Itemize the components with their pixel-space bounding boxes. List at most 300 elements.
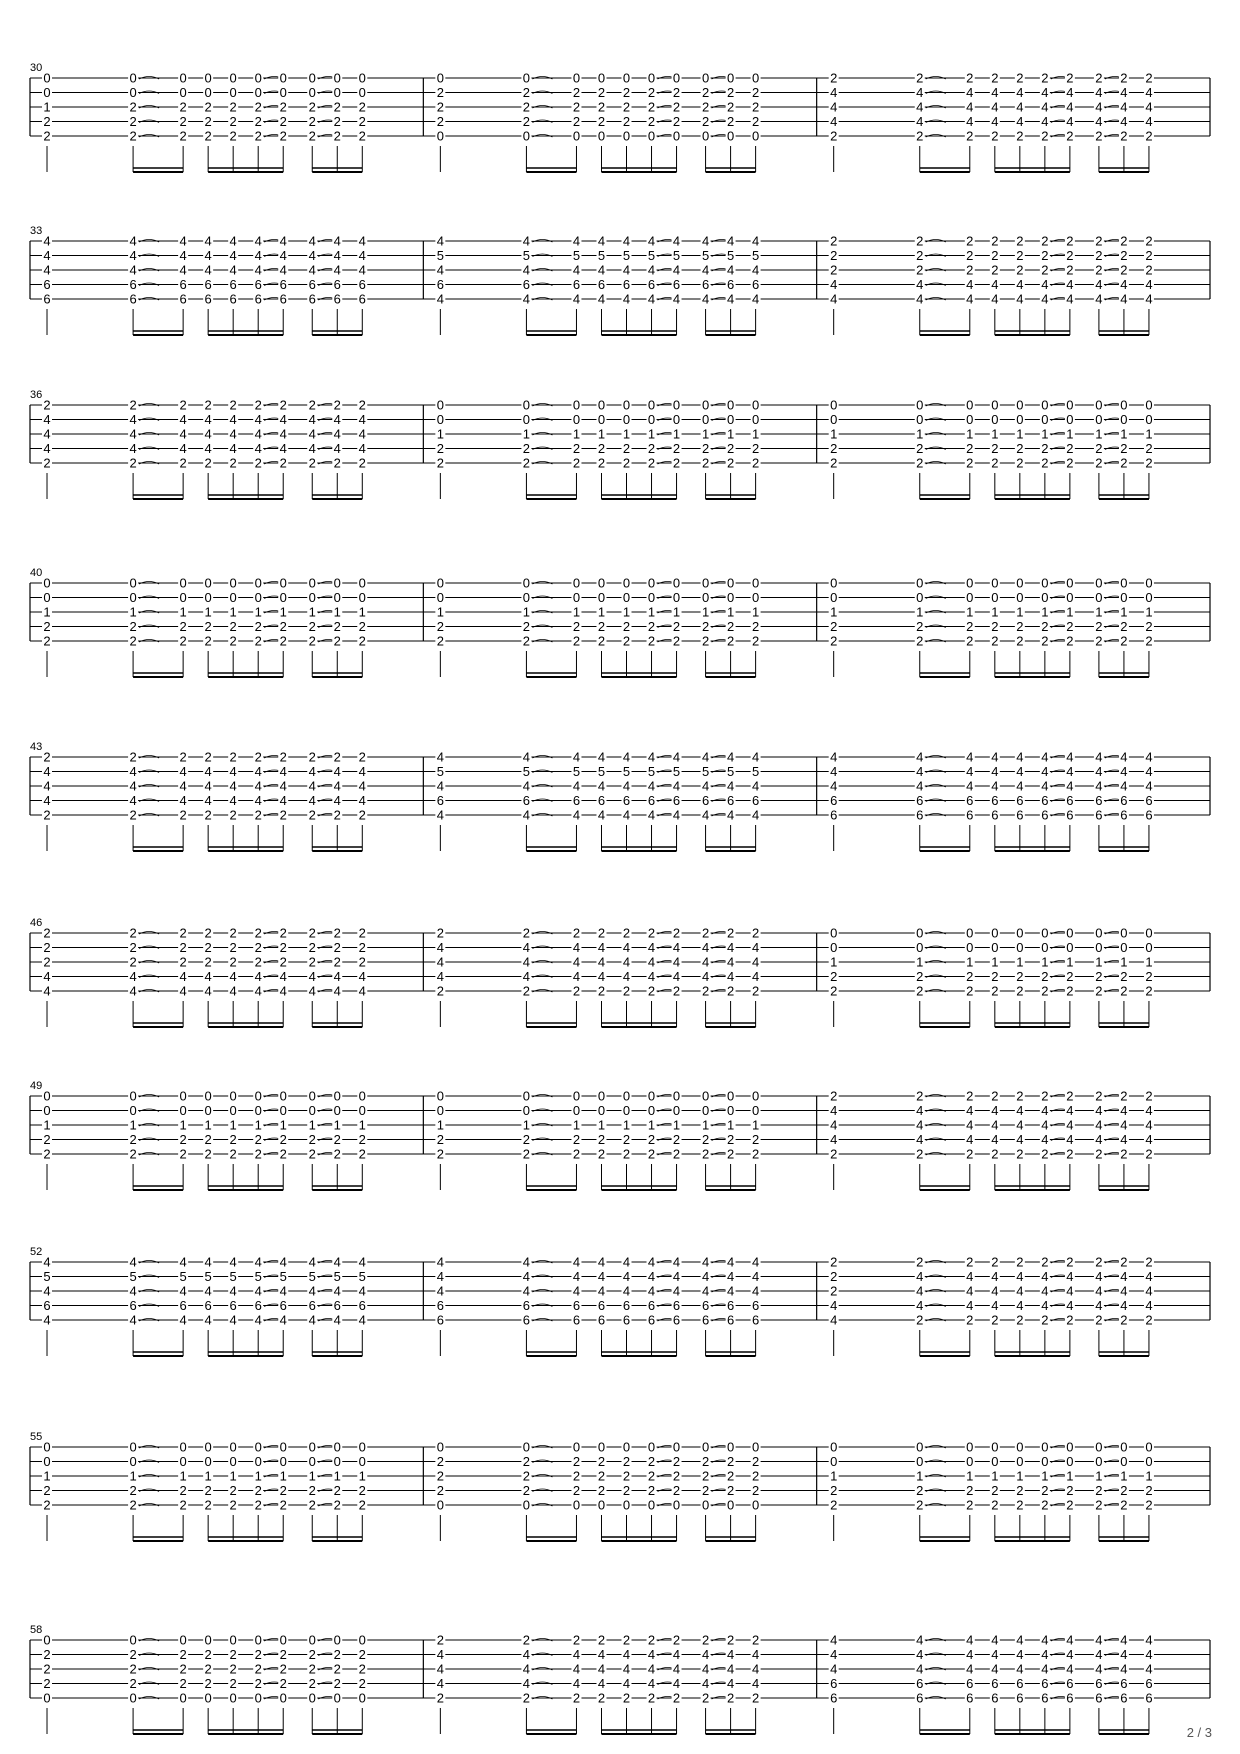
- fret-number: 4: [1066, 1283, 1074, 1299]
- fret-number: 0: [622, 70, 631, 86]
- fret-number: 2: [672, 1468, 681, 1484]
- fret-number: 6: [254, 1298, 262, 1313]
- fret-number: 4: [1041, 764, 1049, 779]
- fret-number: 0: [204, 1454, 212, 1469]
- fret-number: 2: [129, 925, 137, 941]
- fret-number: 4: [279, 969, 287, 984]
- fret-number: 2: [179, 397, 187, 413]
- fret-number: 2: [572, 1146, 581, 1162]
- fret-number: 4: [572, 1676, 581, 1691]
- fret-number: 4: [1145, 85, 1153, 100]
- fret-number: 2: [916, 1088, 924, 1104]
- fret-number: 1: [333, 1468, 341, 1484]
- fret-number: 2: [916, 262, 924, 278]
- fret-number: 2: [1041, 619, 1049, 634]
- fret-number: 4: [229, 1283, 237, 1299]
- fret-number: 4: [358, 793, 366, 808]
- fret-number: 2: [1041, 1088, 1049, 1104]
- fret-number: 0: [436, 70, 444, 86]
- fret-number: 1: [1041, 604, 1049, 620]
- fret-number: 4: [308, 778, 316, 794]
- fret-number: 2: [622, 1132, 631, 1147]
- fret-number: 2: [751, 633, 760, 649]
- fret-number: 4: [830, 778, 838, 794]
- fret-number: 6: [830, 807, 838, 823]
- fret-number: 2: [279, 1647, 287, 1662]
- fret-number: 4: [358, 969, 366, 984]
- fret-number: 6: [436, 1312, 444, 1328]
- fret-number: 2: [254, 1647, 262, 1662]
- fret-number: 5: [726, 248, 735, 263]
- fret-number: 4: [129, 983, 137, 999]
- fret-number: 0: [1066, 590, 1074, 605]
- fret-number: 2: [647, 455, 656, 471]
- fret-number: 2: [726, 983, 735, 999]
- fret-number: 1: [279, 1117, 287, 1133]
- fret-number: 2: [830, 262, 838, 278]
- fret-number: 2: [308, 1497, 316, 1513]
- fret-number: 2: [572, 1690, 581, 1706]
- fret-number: 2: [830, 1283, 838, 1299]
- fret-number: 4: [597, 778, 606, 794]
- fret-number: 4: [522, 1283, 531, 1299]
- fret-number: 4: [966, 778, 974, 794]
- fret-number: 2: [333, 99, 341, 115]
- fret-number: 6: [647, 277, 656, 292]
- fret-number: 0: [436, 590, 444, 605]
- fret-number: 0: [179, 1439, 187, 1455]
- fret-number: 0: [308, 1690, 316, 1706]
- fret-number: 2: [229, 954, 237, 970]
- fret-number: 4: [1145, 277, 1153, 292]
- fret-number: 0: [308, 1439, 316, 1455]
- fret-number: 6: [622, 1312, 631, 1328]
- fret-number: 4: [229, 441, 237, 456]
- fret-number: 2: [916, 969, 924, 984]
- fret-number: 4: [572, 954, 581, 970]
- fret-number: 2: [991, 633, 999, 649]
- fret-number: 4: [436, 1647, 444, 1662]
- fret-number: 0: [358, 1439, 366, 1455]
- fret-number: 6: [1016, 793, 1024, 808]
- fret-number: 4: [916, 764, 924, 779]
- fret-number: 1: [916, 1468, 924, 1484]
- fret-number: 5: [522, 764, 531, 779]
- fret-number: 0: [597, 1088, 606, 1104]
- fret-number: 4: [726, 1661, 735, 1677]
- fret-number: 0: [308, 70, 316, 86]
- fret-number: 1: [254, 1117, 262, 1133]
- fret-number: 2: [229, 1676, 237, 1691]
- fret-number: 6: [1145, 793, 1153, 808]
- fret-number: 4: [1041, 778, 1049, 794]
- fret-number: 4: [622, 749, 631, 765]
- fret-number: 2: [1095, 233, 1103, 249]
- fret-number: 2: [179, 925, 187, 941]
- measure-number: 43: [30, 741, 43, 753]
- fret-number: 2: [966, 1483, 974, 1498]
- tab-system: [30, 741, 1210, 851]
- fret-number: 4: [726, 233, 735, 249]
- fret-number: 2: [179, 749, 187, 765]
- fret-number: 4: [751, 1661, 760, 1677]
- tab-system: [30, 1624, 1210, 1734]
- fret-number: 2: [229, 1146, 237, 1162]
- fret-number: 0: [1095, 1454, 1103, 1469]
- fret-number: 4: [672, 262, 681, 278]
- fret-number: 6: [1145, 807, 1153, 823]
- fret-number: 2: [279, 954, 287, 970]
- fret-number: 2: [572, 85, 581, 100]
- fret-number: 2: [279, 455, 287, 471]
- fret-number: 2: [436, 441, 444, 456]
- fret-number: 0: [229, 70, 237, 86]
- fret-number: 2: [1041, 70, 1049, 86]
- fret-number: 2: [1016, 1088, 1024, 1104]
- fret-number: 4: [1120, 1283, 1128, 1299]
- fret-number: 2: [279, 940, 287, 955]
- fret-number: 2: [129, 114, 137, 129]
- fret-number: 2: [522, 1146, 531, 1162]
- fret-number: 2: [726, 633, 735, 649]
- fret-number: 2: [1095, 248, 1103, 263]
- fret-number: 4: [597, 969, 606, 984]
- fret-number: 2: [726, 1146, 735, 1162]
- fret-number: 2: [1120, 1088, 1128, 1104]
- fret-number: 0: [204, 575, 212, 591]
- fret-number: 4: [672, 778, 681, 794]
- fret-number: 2: [1016, 1483, 1024, 1498]
- fret-number: 2: [751, 85, 760, 100]
- fret-number: 4: [1041, 1298, 1049, 1313]
- fret-number: 4: [129, 1312, 137, 1328]
- fret-number: 4: [751, 1676, 760, 1691]
- fret-number: 6: [1120, 1676, 1128, 1691]
- fret-number: 4: [358, 983, 366, 999]
- fret-number: 4: [43, 793, 51, 808]
- fret-number: 2: [43, 954, 51, 970]
- fret-number: 2: [672, 1632, 681, 1648]
- fret-number: 0: [308, 85, 316, 100]
- fret-number: 2: [647, 1483, 656, 1498]
- fret-number: 2: [1016, 633, 1024, 649]
- fret-number: 4: [830, 764, 838, 779]
- fret-number: 2: [726, 99, 735, 115]
- fret-number: 2: [43, 1497, 51, 1513]
- fret-number: 6: [179, 1298, 187, 1313]
- fret-number: 4: [204, 1254, 212, 1270]
- fret-number: 4: [279, 1254, 287, 1270]
- fret-number: 2: [229, 1483, 237, 1498]
- fret-number: 4: [572, 1661, 581, 1677]
- fret-number: 6: [129, 291, 137, 307]
- fret-number: 2: [701, 925, 710, 941]
- fret-number: 0: [129, 70, 137, 86]
- fret-number: 2: [43, 749, 51, 765]
- fret-number: 2: [254, 114, 262, 129]
- fret-number: 0: [726, 1439, 735, 1455]
- fret-number: 6: [701, 793, 710, 808]
- fret-number: 2: [129, 1676, 137, 1691]
- fret-number: 2: [597, 1468, 606, 1484]
- fret-number: 0: [966, 590, 974, 605]
- fret-number: 2: [179, 455, 187, 471]
- fret-number: 2: [129, 1661, 137, 1677]
- fret-number: 4: [229, 1312, 237, 1328]
- fret-number: 4: [572, 969, 581, 984]
- fret-number: 2: [622, 1632, 631, 1648]
- fret-number: 6: [701, 277, 710, 292]
- fret-number: 5: [647, 248, 656, 263]
- fret-number: 2: [1066, 1312, 1074, 1328]
- fret-number: 1: [672, 604, 681, 620]
- fret-number: 1: [308, 1468, 316, 1484]
- fret-number: 0: [279, 1454, 287, 1469]
- fret-number: 2: [204, 455, 212, 471]
- fret-number: 0: [572, 70, 581, 86]
- fret-number: 4: [229, 412, 237, 427]
- fret-number: 0: [179, 70, 187, 86]
- fret-number: 4: [1145, 1632, 1153, 1648]
- fret-number: 4: [1145, 1117, 1153, 1133]
- fret-number: 4: [1016, 764, 1024, 779]
- fret-number: 2: [830, 455, 838, 471]
- fret-number: 6: [701, 1312, 710, 1328]
- fret-number: 0: [43, 70, 51, 86]
- tab-system: [30, 225, 1210, 335]
- fret-number: 1: [597, 426, 606, 442]
- measure-number: 36: [30, 389, 43, 401]
- fret-number: 2: [647, 1132, 656, 1147]
- fret-number: 0: [991, 925, 999, 941]
- fret-number: 2: [129, 128, 137, 144]
- fret-number: 0: [358, 1690, 366, 1706]
- fret-number: 4: [204, 778, 212, 794]
- fret-number: 4: [43, 412, 51, 427]
- fret-number: 0: [333, 1103, 341, 1118]
- fret-number: 4: [991, 277, 999, 292]
- fret-number: 4: [308, 426, 316, 442]
- fret-number: 0: [647, 575, 656, 591]
- fret-number: 2: [308, 940, 316, 955]
- fret-number: 2: [830, 128, 838, 144]
- fret-number: 2: [229, 925, 237, 941]
- fret-number: 4: [647, 807, 656, 823]
- fret-number: 0: [751, 397, 760, 413]
- fret-number: 2: [333, 455, 341, 471]
- fret-number: 4: [1066, 1647, 1074, 1662]
- fret-number: 2: [254, 1132, 262, 1147]
- fret-number: 2: [333, 940, 341, 955]
- fret-number: 4: [1120, 1647, 1128, 1662]
- fret-number: 4: [572, 1254, 581, 1270]
- fret-number: 0: [254, 70, 262, 86]
- fret-number: 4: [991, 99, 999, 115]
- fret-number: 6: [647, 793, 656, 808]
- fret-number: 0: [572, 412, 581, 427]
- fret-number: 4: [1016, 114, 1024, 129]
- fret-number: 4: [279, 426, 287, 442]
- fret-number: 2: [1041, 969, 1049, 984]
- fret-number: 0: [1120, 575, 1128, 591]
- fret-number: 2: [308, 749, 316, 765]
- fret-number: 5: [622, 764, 631, 779]
- fret-number: 0: [991, 397, 999, 413]
- fret-number: 1: [1095, 604, 1103, 620]
- fret-number: 2: [333, 397, 341, 413]
- fret-number: 0: [701, 590, 710, 605]
- fret-number: 2: [672, 114, 681, 129]
- fret-number: 6: [622, 1298, 631, 1313]
- fret-number: 2: [966, 128, 974, 144]
- fret-number: 6: [672, 1298, 681, 1313]
- fret-number: 2: [1120, 262, 1128, 278]
- fret-number: 2: [333, 1146, 341, 1162]
- fret-number: 6: [622, 277, 631, 292]
- fret-number: 2: [1041, 128, 1049, 144]
- fret-number: 2: [333, 619, 341, 634]
- fret-number: 0: [701, 1439, 710, 1455]
- fret-number: 2: [622, 85, 631, 100]
- fret-number: 2: [597, 1132, 606, 1147]
- fret-number: 2: [726, 1132, 735, 1147]
- fret-number: 4: [1145, 778, 1153, 794]
- fret-number: 6: [254, 277, 262, 292]
- fret-number: 1: [333, 604, 341, 620]
- fret-number: 0: [1095, 575, 1103, 591]
- fret-number: 4: [179, 441, 187, 456]
- fret-number: 4: [1016, 1117, 1024, 1133]
- fret-number: 0: [522, 397, 531, 413]
- fret-number: 0: [966, 940, 974, 955]
- fret-number: 2: [830, 1146, 838, 1162]
- fret-number: 4: [672, 1661, 681, 1677]
- fret-number: 1: [1120, 604, 1128, 620]
- fret-number: 2: [229, 1647, 237, 1662]
- fret-number: 6: [622, 793, 631, 808]
- fret-number: 2: [1016, 441, 1024, 456]
- fret-number: 4: [1095, 277, 1103, 292]
- fret-number: 4: [204, 412, 212, 427]
- fret-number: 2: [916, 983, 924, 999]
- fret-number: 0: [1066, 397, 1074, 413]
- fret-number: 2: [279, 128, 287, 144]
- fret-number: 4: [204, 793, 212, 808]
- fret-number: 4: [43, 262, 51, 278]
- fret-number: 2: [436, 1690, 444, 1706]
- fret-number: 6: [1145, 1676, 1153, 1691]
- fret-number: 2: [1145, 1483, 1153, 1498]
- fret-number: 0: [436, 397, 444, 413]
- fret-number: 4: [229, 793, 237, 808]
- fret-number: 0: [522, 575, 531, 591]
- fret-number: 1: [672, 426, 681, 442]
- fret-number: 1: [701, 604, 710, 620]
- fret-number: 2: [308, 954, 316, 970]
- fret-number: 1: [333, 1117, 341, 1133]
- fret-number: 4: [308, 1283, 316, 1299]
- fret-number: 2: [522, 925, 531, 941]
- fret-number: 4: [622, 1254, 631, 1270]
- fret-number: 4: [1041, 1632, 1049, 1648]
- fret-number: 2: [229, 455, 237, 471]
- fret-number: 0: [308, 1632, 316, 1648]
- fret-number: 4: [43, 441, 51, 456]
- fret-number: 2: [308, 1146, 316, 1162]
- fret-number: 2: [916, 248, 924, 263]
- fret-number: 4: [1095, 764, 1103, 779]
- fret-number: 4: [991, 1117, 999, 1133]
- fret-number: 6: [254, 291, 262, 307]
- fret-number: 0: [1041, 412, 1049, 427]
- fret-number: 4: [522, 1647, 531, 1662]
- fret-number: 1: [647, 1117, 656, 1133]
- fret-number: 2: [229, 619, 237, 634]
- fret-number: 5: [647, 764, 656, 779]
- fret-number: 5: [333, 1269, 341, 1284]
- fret-number: 4: [1145, 1283, 1153, 1299]
- fret-number: 2: [672, 1483, 681, 1498]
- fret-number: 0: [179, 85, 187, 100]
- fret-number: 2: [522, 1483, 531, 1498]
- fret-number: 4: [254, 983, 262, 999]
- fret-number: 2: [1095, 1483, 1103, 1498]
- fret-number: 4: [43, 983, 51, 999]
- fret-number: 4: [358, 441, 366, 456]
- fret-number: 4: [358, 262, 366, 278]
- fret-number: 6: [129, 1298, 137, 1313]
- fret-number: 0: [1095, 590, 1103, 605]
- fret-number: 2: [701, 114, 710, 129]
- fret-number: 6: [726, 793, 735, 808]
- fret-number: 2: [229, 749, 237, 765]
- fret-number: 4: [229, 1254, 237, 1270]
- fret-number: 4: [991, 749, 999, 765]
- fret-number: 2: [129, 1146, 137, 1162]
- fret-number: 4: [726, 1676, 735, 1691]
- fret-number: 6: [1016, 807, 1024, 823]
- fret-number: 1: [179, 604, 187, 620]
- fret-number: 4: [1016, 1103, 1024, 1118]
- fret-number: 4: [1145, 1103, 1153, 1118]
- fret-number: 4: [129, 426, 137, 442]
- fret-number: 0: [1016, 925, 1024, 941]
- fret-number: 2: [279, 619, 287, 634]
- fret-number: 4: [751, 1254, 760, 1270]
- fret-number: 2: [1066, 633, 1074, 649]
- fret-number: 4: [916, 1298, 924, 1313]
- fret-number: 5: [43, 1269, 51, 1284]
- fret-number: 0: [830, 397, 838, 413]
- fret-number: 2: [966, 983, 974, 999]
- fret-number: 0: [279, 70, 287, 86]
- fret-number: 0: [229, 85, 237, 100]
- fret-number: 2: [436, 1132, 444, 1147]
- fret-number: 4: [916, 1661, 924, 1677]
- fret-number: 2: [308, 128, 316, 144]
- fret-number: 5: [751, 248, 760, 263]
- fret-number: 1: [622, 604, 631, 620]
- fret-number: 0: [1145, 397, 1153, 413]
- fret-number: 0: [1016, 940, 1024, 955]
- fret-number: 2: [966, 619, 974, 634]
- fret-number: 2: [1041, 1254, 1049, 1270]
- fret-number: 0: [43, 1454, 51, 1469]
- fret-number: 2: [966, 441, 974, 456]
- fret-number: 2: [647, 1690, 656, 1706]
- fret-number: 0: [522, 1439, 531, 1455]
- fret-number: 1: [991, 426, 999, 442]
